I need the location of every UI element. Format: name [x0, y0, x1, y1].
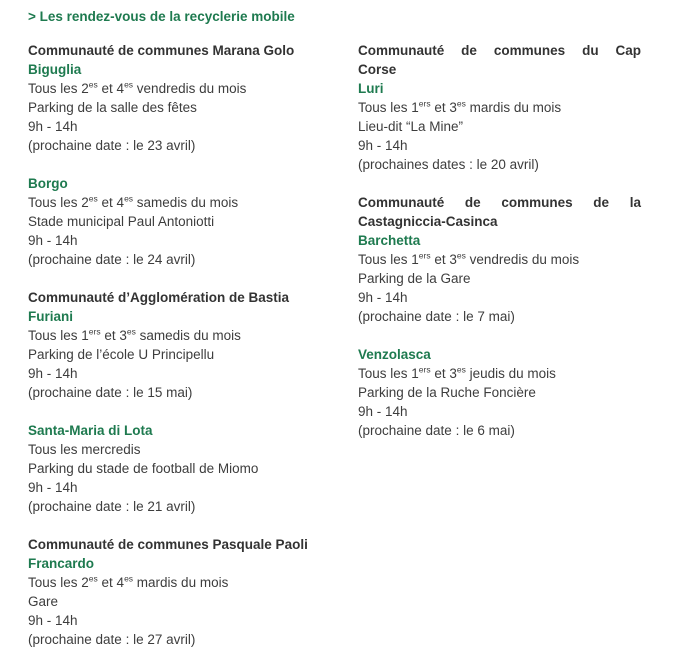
ordinal-suffix: es — [126, 326, 136, 337]
ordinal-suffix: es — [88, 193, 98, 204]
schedule-line — [28, 573, 358, 592]
community-name — [358, 41, 641, 79]
schedule-text: et 4 — [97, 195, 125, 210]
schedule-section — [28, 174, 358, 269]
schedule-section — [28, 421, 358, 516]
schedule-text: Tous les 1 — [358, 100, 419, 115]
schedule-text: Tous les 2 — [28, 195, 89, 210]
next-date-line: (prochaine date : le 7 mai) — [358, 309, 515, 324]
location-line: Parking du stade de football de Miomo — [28, 461, 259, 476]
community-name-line: Communauté de communes Pasquale Paoli — [28, 537, 308, 552]
hours-line: 9h - 14h — [28, 613, 78, 628]
community-name — [28, 288, 358, 307]
schedule-text: et 3 — [430, 100, 457, 115]
schedule-line — [358, 98, 641, 117]
columns-container — [28, 41, 660, 668]
town-name: Luri — [358, 81, 384, 96]
town-name: Santa-Maria di Lota — [28, 423, 153, 438]
schedule-text: mardis du mois — [465, 100, 562, 115]
next-date-line: (prochaine date : le 27 avril) — [28, 632, 196, 647]
town-name: Barchetta — [358, 233, 421, 248]
schedule-text: Tous les 1 — [358, 366, 419, 381]
hours-line: 9h - 14h — [28, 366, 78, 381]
ordinal-suffix: es — [456, 250, 466, 261]
town-name: Francardo — [28, 556, 95, 571]
hours-line: 9h - 14h — [28, 119, 78, 134]
location-line: Parking de la Gare — [358, 271, 471, 286]
location-line: Gare — [28, 594, 59, 609]
schedule-line — [28, 79, 358, 98]
schedule-section — [28, 41, 358, 155]
community-name — [28, 535, 358, 554]
column-right — [358, 41, 641, 459]
schedule-text: Tous les 1 — [28, 328, 89, 343]
ordinal-suffix: es — [88, 573, 98, 584]
schedule-section — [28, 535, 358, 649]
schedule-text: vendredis du mois — [133, 81, 247, 96]
location-line: Parking de l’école U Principellu — [28, 347, 215, 362]
schedule-text: Tous les mercredis — [28, 442, 141, 457]
location-line: Parking de la Ruche Foncière — [358, 385, 536, 400]
schedule-text: Tous les 1 — [358, 252, 419, 267]
next-date-line: (prochaine date : le 15 mai) — [28, 385, 193, 400]
location-line: Lieu-dit “La Mine” — [358, 119, 464, 134]
ordinal-suffix: ers — [88, 326, 101, 337]
hours-line: 9h - 14h — [358, 138, 408, 153]
community-name — [28, 41, 358, 60]
hours-line: 9h - 14h — [28, 233, 78, 248]
town-name: Venzolasca — [358, 347, 431, 362]
schedule-text: samedis du mois — [135, 328, 241, 343]
schedule-section — [358, 193, 641, 326]
ordinal-suffix: es — [124, 79, 134, 90]
community-name — [358, 193, 641, 231]
community-name-line: Communauté d’Agglomération de Bastia — [28, 290, 290, 305]
ordinal-suffix: es — [124, 193, 134, 204]
schedule-text: Tous les 2 — [28, 81, 89, 96]
schedule-line — [28, 440, 358, 459]
schedule-text: et 3 — [430, 252, 457, 267]
schedule-text: Tous les 2 — [28, 575, 89, 590]
ordinal-suffix: es — [456, 364, 466, 375]
ordinal-suffix: es — [124, 573, 134, 584]
schedule-section — [358, 345, 641, 440]
page-title: > Les rendez-vous de la recyclerie mobile — [28, 9, 295, 24]
location-line: Parking de la salle des fêtes — [28, 100, 197, 115]
ordinal-suffix: es — [88, 79, 98, 90]
schedule-section — [358, 41, 641, 174]
schedule-text: vendredis du mois — [465, 252, 580, 267]
schedule-line — [28, 193, 358, 212]
community-name-line: Communauté de communes Marana Golo — [28, 43, 295, 58]
schedule-line — [358, 364, 641, 383]
town-name: Furiani — [28, 309, 74, 324]
hours-line: 9h - 14h — [358, 290, 408, 305]
schedule-text: et 4 — [97, 575, 125, 590]
community-name-line: Castagniccia-Casinca — [358, 214, 498, 229]
schedule-text: samedis du mois — [133, 195, 239, 210]
ordinal-suffix: es — [456, 98, 466, 109]
next-date-line: (prochaine date : le 23 avril) — [28, 138, 196, 153]
next-date-line: (prochaine date : le 24 avril) — [28, 252, 196, 267]
town-name: Borgo — [28, 176, 68, 191]
next-date-line: (prochaine date : le 6 mai) — [358, 423, 515, 438]
ordinal-suffix: ers — [418, 364, 431, 375]
schedule-section — [28, 288, 358, 402]
community-name-line: Communauté de communes de la — [358, 195, 641, 210]
ordinal-suffix: ers — [418, 98, 431, 109]
ordinal-suffix: ers — [418, 250, 431, 261]
schedule-text: et 3 — [100, 328, 127, 343]
community-name-line: Communauté de communes du Cap — [358, 43, 641, 58]
schedule-text: et 4 — [97, 81, 125, 96]
hours-line: 9h - 14h — [28, 480, 78, 495]
next-date-line: (prochaines dates : le 20 avril) — [358, 157, 539, 172]
column-left — [28, 41, 358, 668]
schedule-text: jeudis du mois — [465, 366, 556, 381]
location-line: Stade municipal Paul Antoniotti — [28, 214, 215, 229]
schedule-text: et 3 — [430, 366, 457, 381]
schedule-line — [358, 250, 641, 269]
town-name: Biguglia — [28, 62, 82, 77]
hours-line: 9h - 14h — [358, 404, 408, 419]
schedule-text: mardis du mois — [133, 575, 229, 590]
community-name-line: Corse — [358, 62, 397, 77]
schedule-line — [28, 326, 358, 345]
next-date-line: (prochaine date : le 21 avril) — [28, 499, 196, 514]
